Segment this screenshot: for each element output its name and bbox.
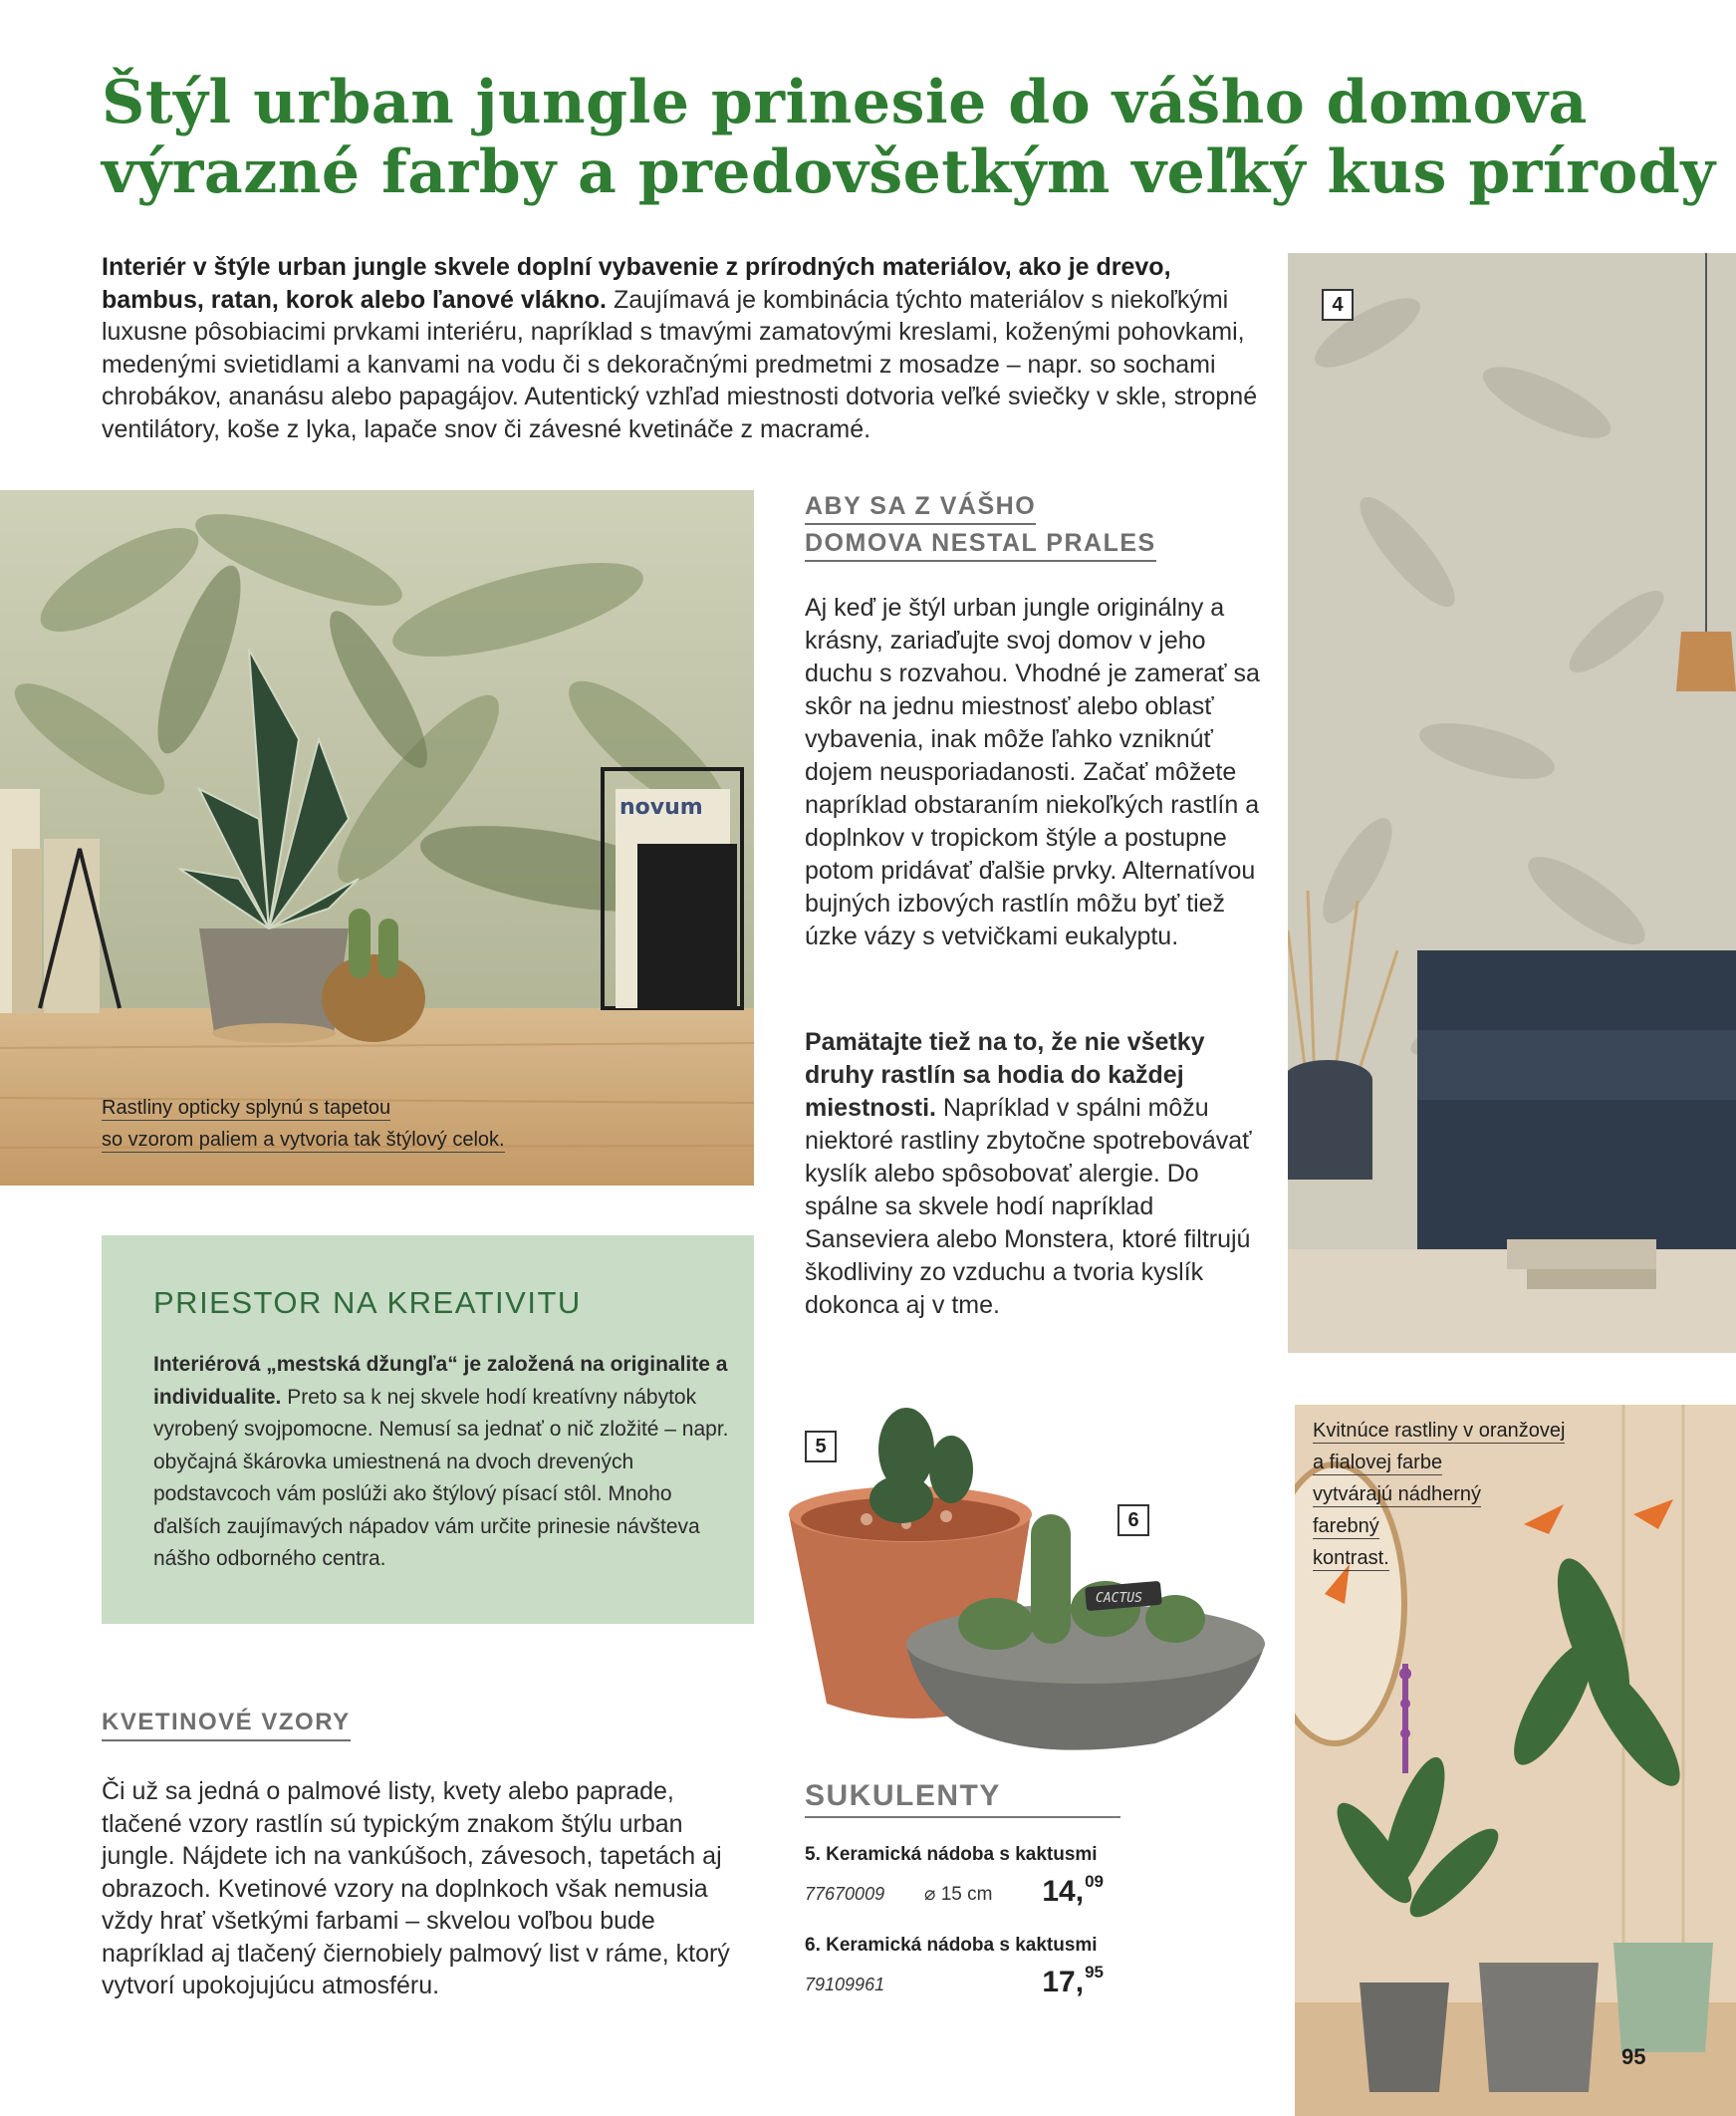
product-6-price-main: 17, xyxy=(1042,1966,1085,1998)
intro-text: Zaujímavá je kombinácia týchto materiálov s niekoľkými luxusne pôsobiacimi prvkami interiéru, napríklad s tmavými zamatovými kreslami, koženými pohovkami, medenými svietidlami a kanvami na vodu či s dekoračnými predmetmi z mosadze – napr. so sochami chrobákov, ananásu alebo papagájov. Autentický vzhľad miestnosti dotvoria veľké sviečky v skle, stropné ventilátory, koše z lyka, lapače snov či závesné kvetináče z macramé. xyxy=(102,285,1258,443)
product-6-price-cents: 95 xyxy=(1085,1963,1104,1982)
right-caption-line-1: Kvitnúce rastliny v oranžovej xyxy=(1313,1420,1566,1442)
right-caption-line-4: farebný xyxy=(1313,1515,1379,1537)
product-5-price xyxy=(1042,1872,1104,1909)
right-photo-caption xyxy=(1313,1415,1565,1574)
magazine-title: novum xyxy=(620,795,703,820)
headline-line-1: Štýl urban jungle prinesie do vášho domova xyxy=(102,68,1588,137)
headline-line-2: výrazné farby a predovšetkým veľký kus prírody xyxy=(102,137,1716,207)
product-tag-4: 4 xyxy=(1322,289,1354,321)
section-heading-prales xyxy=(805,488,1183,562)
product-6-price xyxy=(1042,1963,1104,1999)
right-caption-line-5: kontrast. xyxy=(1313,1547,1389,1569)
creativity-box-text xyxy=(153,1349,731,1576)
kvetinove-vzory-paragraph: Či už sa jedná o palmové listy, kvety alebo paprade, tlačené vzory rastlín sú typickým znakom štýlu urban jungle. Nájdete ich na vankúšoch, závesoch, tapetách aj obrazoch. Kvetinové vzory na doplnkoch však nemusia vždy hrať všetkými farbami – skvelou voľbou bude napríklad aj tlačený čiernobiely palmový list v ráme, ktorý vytvorí upokojujúcu atmosféru. xyxy=(102,1777,730,1999)
product-item-6 xyxy=(805,1935,1104,2004)
right-caption-line-2: a fialovej farbe xyxy=(1313,1452,1443,1473)
right-caption-line-3: vytvárajú nádherný xyxy=(1313,1483,1481,1505)
heading-prales-line-2: DOMOVA NESTAL PRALES xyxy=(805,526,1156,562)
left-caption-line-2: so vzorom paliem a vytvoria tak štýlový celok. xyxy=(102,1129,505,1151)
product-5-size: ⌀ 15 cm xyxy=(924,1884,993,1905)
product-5-price-cents: 09 xyxy=(1085,1872,1104,1891)
product-item-5 xyxy=(805,1844,1104,1914)
left-caption-line-1: Rastliny opticky splynú s tapetou xyxy=(102,1097,391,1119)
prales-paragraph-2 xyxy=(805,1026,1263,1322)
product-tag-5: 5 xyxy=(805,1431,837,1462)
cacti-products-photo xyxy=(777,1375,1275,1773)
creativity-box-bold: Interiérová „mestská džungľa“ je založená na originalite a individualite. xyxy=(153,1353,728,1409)
cactus-sign-label: CACTUS xyxy=(1096,1591,1142,1606)
page-number: 95 xyxy=(1621,2044,1646,2069)
left-photo-caption xyxy=(102,1092,505,1156)
product-6-code: 79109961 xyxy=(805,1975,885,1994)
product-tag-6: 6 xyxy=(1117,1504,1149,1536)
product-5-price-main: 14, xyxy=(1042,1875,1085,1908)
product-5-name: 5. Keramická nádoba s kaktusmi xyxy=(805,1844,1098,1865)
intro-paragraph xyxy=(102,251,1277,445)
flowering-plants-photo xyxy=(1295,1405,1736,2116)
creativity-box-title: PRIESTOR NA KREATIVITU xyxy=(153,1285,582,1320)
intro-bold: Interiér v štýle urban jungle skvele doplní vybavenie z prírodných materiálov, ako je drevo, bambus, ratan, korok alebo ľanové vlákno. xyxy=(102,253,1171,314)
section-heading-kvetinove-vzory: KVETINOVÉ VZORY xyxy=(102,1706,351,1741)
page-headline xyxy=(102,68,1716,207)
wallpaper-sofa-photo xyxy=(1288,253,1736,1353)
prales-paragraph-2-text: Napríklad v spálni môžu niektoré rastliny zbytočne spotrebovávať kyslík alebo spôsobovať alergie. Do spálne sa skvele hodí napríklad Sanseviera alebo Monstera, ktoré filtrujú škodliviny zo vzduchu a tvoria kyslík dokonca aj v tme. xyxy=(805,1094,1252,1319)
creativity-box-body: Preto sa k nej skvele hodí kreatívny nábytok vyrobený svojpomocne. Nemusí sa jednať o nič zložité – napr. obyčajná škárovka umiestnená na dvoch drevených podstavcoch vám poslúži ako štýlový písací stôl. Mnoho ďalších zaujímavých nápadov vám určite prinesie návšteva nášho odborného centra. xyxy=(153,1385,729,1570)
product-5-code: 77670009 xyxy=(805,1884,885,1904)
prales-paragraph-1: Aj keď je štýl urban jungle originálny a krásny, zariaďujte svoj domov v jeho duchu s rozvahou. Vhodné je zamerať sa skôr na jednu miestnosť alebo oblasť vybavenia, inak môže ľahko vzniknúť dojem neusporiadanosti. Začať môžete napríklad obstaraním niekoľkých rastlín a doplnkov v tropickom štýle a postupne potom pridávať ďalšie prvky. Alternatívou bujných izbových rastlín môžu byť tiež úzke vázy s vetvičkami eukalyptu. xyxy=(805,594,1260,950)
products-heading: SUKULENTY xyxy=(805,1776,1120,1818)
prales-paragraph-2-bold: Pamätajte tiež na to, že nie všetky druhy rastlín sa hodia do každej miestnosti. xyxy=(805,1028,1205,1122)
heading-prales-line-1: ABY SA Z VÁŠHO xyxy=(805,489,1036,525)
tropical-wallpaper-photo xyxy=(0,490,754,1186)
product-6-name: 6. Keramická nádoba s kaktusmi xyxy=(805,1935,1098,1956)
